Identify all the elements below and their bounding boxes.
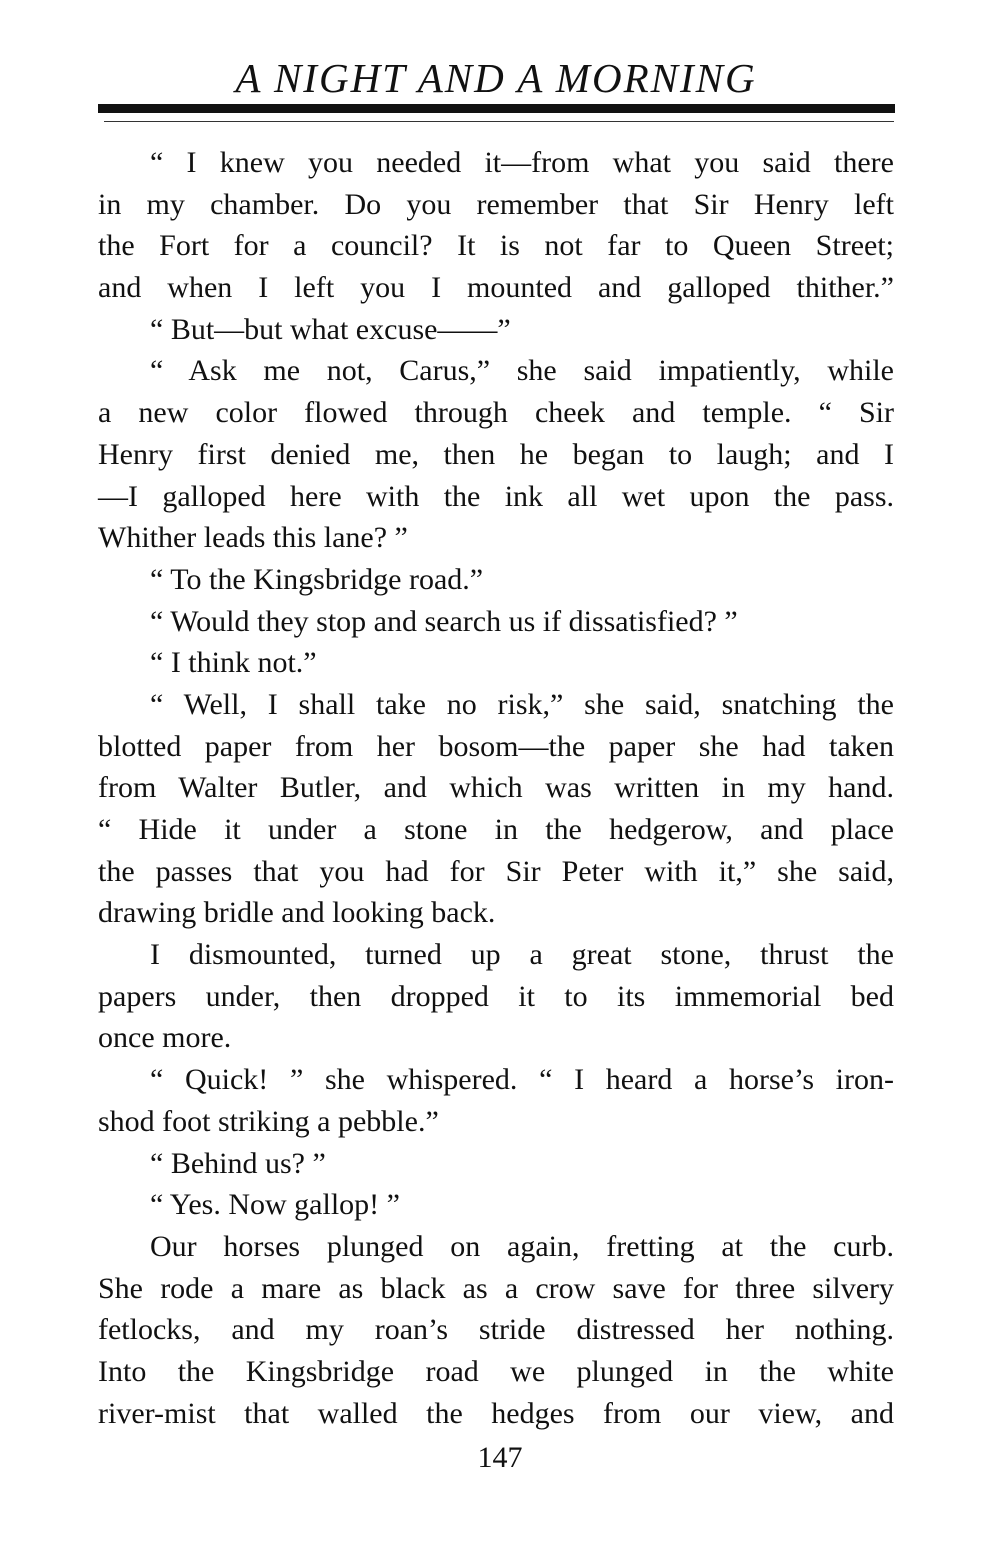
text-line: “ I think not.” bbox=[150, 646, 317, 680]
text-line: once more. bbox=[98, 1021, 232, 1055]
body-text bbox=[98, 142, 894, 1434]
header-rule-thin bbox=[104, 121, 894, 122]
text-line: “ To the Kingsbridge road.” bbox=[150, 562, 484, 596]
text-line: from Walter Butler, and which was written in my hand. bbox=[98, 771, 894, 805]
text-line: shod foot striking a pebble.” bbox=[98, 1104, 439, 1138]
text-line: papers under, then dropped it to its immemorial bed bbox=[98, 979, 894, 1013]
text-line: the Fort for a council? It is not far to Queen Street; bbox=[98, 229, 894, 263]
text-line: “ Ask me not, Carus,” she said impatiently, while bbox=[150, 354, 894, 388]
text-line: fetlocks, and my roan’s stride distressed her nothing. bbox=[98, 1313, 894, 1347]
text-line: “ Would they stop and search us if dissatisfied? ” bbox=[150, 604, 738, 638]
text-line: Whither leads this lane? ” bbox=[98, 521, 408, 555]
header-rule-thick bbox=[98, 104, 895, 113]
text-line: Into the Kingsbridge road we plunged in the white bbox=[98, 1354, 894, 1388]
page-number: 147 bbox=[477, 1441, 523, 1474]
text-line: blotted paper from her bosom—the paper she had taken bbox=[98, 729, 894, 763]
text-line: Henry first denied me, then he began to laugh; and I bbox=[98, 437, 894, 471]
text-line: “ Behind us? ” bbox=[150, 1146, 326, 1180]
running-head: A NIGHT AND A MORNING bbox=[235, 55, 757, 101]
text-line: “ But—but what excuse——” bbox=[150, 312, 511, 346]
text-line: “ I knew you needed it—from what you said there bbox=[150, 146, 894, 179]
text-line: “ Quick! ” she whispered. “ I heard a horse’s iron- bbox=[150, 1063, 894, 1097]
text-line: —I galloped here with the ink all wet upon the pass. bbox=[98, 479, 894, 513]
text-line: I dismounted, turned up a great stone, thrust the bbox=[150, 938, 894, 972]
text-line: drawing bridle and looking back. bbox=[98, 896, 496, 930]
text-line: the passes that you had for Sir Peter with it,” she said, bbox=[98, 854, 894, 888]
text-line: Our horses plunged on again, fretting at the curb. bbox=[150, 1229, 894, 1263]
text-line: river-mist that walled the hedges from our view, and bbox=[98, 1396, 894, 1430]
text-line: “ Hide it under a stone in the hedgerow, and place bbox=[98, 813, 894, 846]
text-line: She rode a mare as black as a crow save for three silvery bbox=[98, 1271, 894, 1305]
text-line: in my chamber. Do you remember that Sir Henry left bbox=[98, 187, 894, 221]
text-line: and when I left you I mounted and galloped thither.” bbox=[98, 271, 894, 305]
text-line: “ Yes. Now gallop! ” bbox=[150, 1188, 400, 1222]
text-line: a new color flowed through cheek and temple. “ Sir bbox=[98, 396, 894, 430]
text-line: “ Well, I shall take no risk,” she said, snatching the bbox=[150, 687, 894, 721]
